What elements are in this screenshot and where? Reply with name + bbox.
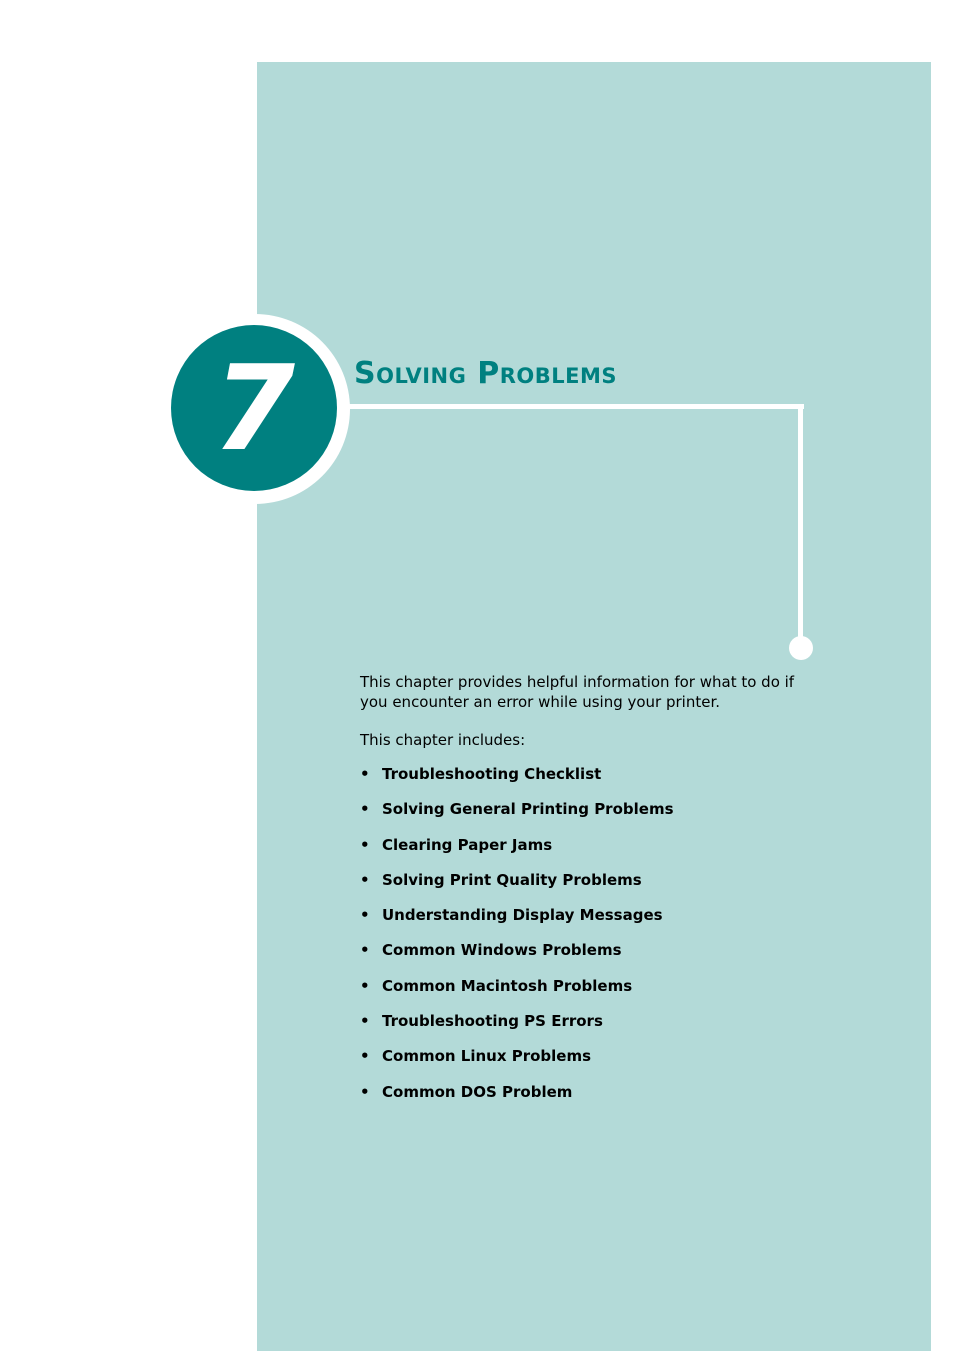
topic-item [360, 976, 674, 1011]
topic-label: Common DOS Problem [382, 1082, 573, 1101]
topic-label: Common Macintosh Problems [382, 976, 633, 995]
bullet-icon: • [360, 1082, 370, 1101]
topic-label: Solving General Printing Problems [382, 800, 674, 819]
bullet-icon: • [360, 765, 370, 783]
bullet-icon: • [360, 941, 370, 960]
topic-item [360, 799, 674, 834]
bullet-icon: • [360, 870, 370, 889]
title-rule-horizontal [338, 404, 804, 409]
topic-label: Troubleshooting Checklist [382, 765, 602, 783]
chapter-number: 7 [212, 339, 296, 477]
topic-label: Common Linux Problems [382, 1047, 592, 1066]
topic-item [360, 835, 674, 870]
topic-label: Understanding Display Messages [382, 906, 663, 925]
topic-label: Clearing Paper Jams [382, 835, 553, 854]
topic-item [360, 1046, 674, 1081]
includes-label: This chapter includes: [360, 731, 526, 749]
topic-list [360, 764, 674, 1117]
bullet-icon: • [360, 1012, 370, 1031]
bullet-icon: • [360, 835, 370, 854]
topic-item [360, 940, 674, 975]
chapter-intro: This chapter provides helpful information for what to do if you encounter an error while using your printer. [360, 673, 795, 711]
bullet-icon: • [360, 800, 370, 819]
title-rule-vertical [798, 404, 803, 640]
chapter-title: Solving Problems [354, 356, 618, 391]
title-rule-end-dot [789, 636, 813, 660]
topic-item [360, 764, 674, 799]
bullet-icon: • [360, 1047, 370, 1066]
topic-label: Troubleshooting PS Errors [382, 1012, 603, 1031]
topic-item [360, 1082, 674, 1117]
topic-label: Common Windows Problems [382, 941, 622, 960]
bullet-icon: • [360, 906, 370, 925]
topic-item [360, 870, 674, 905]
topic-label: Solving Print Quality Problems [382, 870, 642, 889]
topic-item [360, 1011, 674, 1046]
topic-item [360, 905, 674, 940]
bullet-icon: • [360, 976, 370, 995]
